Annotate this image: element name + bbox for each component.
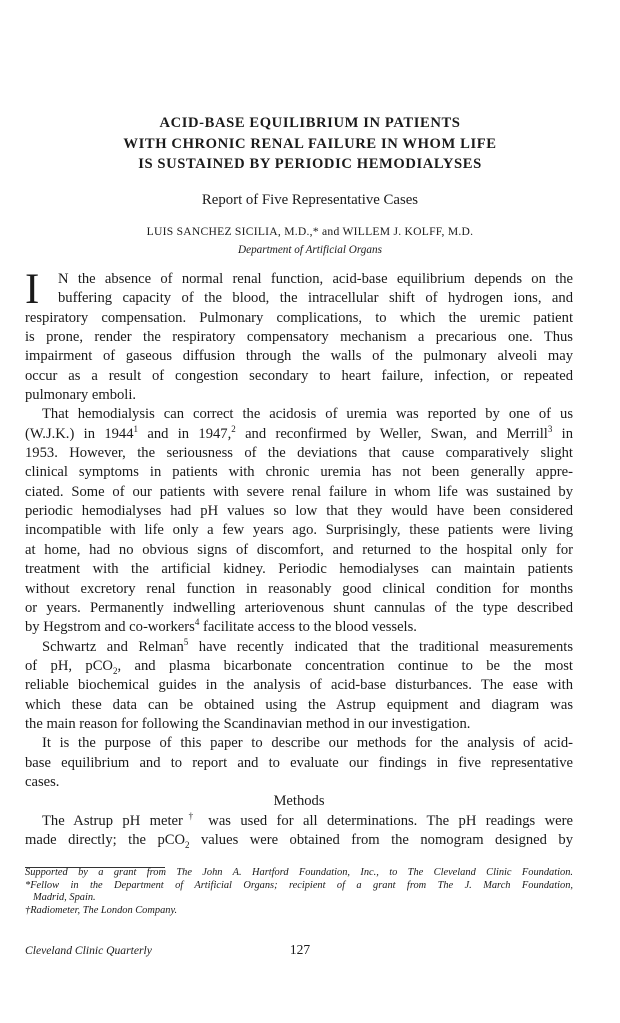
body-line	[25, 618, 573, 637]
title-line: IS SUSTAINED BY PERIODIC HEMODIALYSES	[138, 156, 482, 172]
body-line: the main reason for following the Scandinavian method in our investigation.	[25, 715, 471, 732]
text-run: by Hegstrom and co-workers	[25, 619, 195, 636]
text-run: in	[552, 425, 574, 442]
reference-superscript: 2	[231, 423, 236, 434]
body-line	[25, 638, 573, 657]
reference-superscript: 3	[547, 423, 553, 434]
drop-cap: I	[25, 266, 40, 313]
body-line: incompatible with life only a few years ago. Surprisingly, these patients were living	[25, 522, 573, 539]
body-line: ciated. Some of our patients with severe renal failure in whom life was sustained by	[25, 483, 573, 500]
body-line: respiratory compensation. Pulmonary complications, to which the uremic patient	[25, 309, 573, 326]
title-line: ACID-BASE EQUILIBRIUM IN PATIENTS	[159, 115, 461, 131]
text-run: , and plasma bicarbonate concentration continue to be the most	[117, 657, 573, 674]
body-line	[25, 831, 573, 850]
subscript: 2	[112, 665, 118, 676]
body-line: which these data can be obtained using the Astrup equipment and diagram was	[25, 696, 573, 713]
page-number: 127	[289, 942, 311, 957]
body-line: It is the purpose of this paper to describe our methods for the analysis of acid-	[42, 735, 573, 752]
text-run: made directly; the pCO	[25, 831, 186, 848]
author-line: LUIS SANCHEZ SICILIA, M.D.,* and WILLEM J. KOLFF, M.D.	[146, 225, 474, 238]
department-line: Department of Artificial Organs	[238, 244, 382, 256]
section-heading: Methods	[273, 793, 325, 810]
text-run: The Astrup pH meter	[42, 812, 183, 829]
text-run: facilitate access to the blood vessels.	[199, 619, 417, 636]
title-line: WITH CHRONIC RENAL FAILURE IN WHOM LIFE	[123, 135, 497, 152]
body-line: buffering capacity of the blood, the intracellular shift of hydrogen ions, and	[58, 290, 573, 307]
article-body	[25, 266, 574, 850]
body-line: impairment of gaseous diffusion through the walls of the pulmonary alveoli may	[25, 348, 573, 365]
dagger-footnote-mark: †	[182, 810, 199, 821]
footnote: Madrid, Spain.	[33, 892, 96, 904]
body-line: periodic hemodialyses had pH values so low that they would have been considered	[25, 503, 573, 520]
text-run: values were obtained from the nomogram designed by	[189, 831, 573, 848]
article-title	[30, 113, 590, 175]
body-line: clinical symptoms in patients with chronic uremia has not been generally appre-	[25, 464, 573, 481]
article-subtitle: Report of Five Representative Cases	[201, 192, 419, 208]
body-line: 1953. However, the seriousness of the deviations that cause comparatively slight	[25, 445, 573, 462]
body-line: N the absence of normal renal function, acid-base equilibrium depends on the	[58, 271, 573, 287]
body-line	[25, 657, 573, 676]
body-line: at home, had no obvious signs of discomfort, and returned to the hospital only for	[25, 541, 573, 558]
text-run: and reconfirmed by Weller, Swan, and Merrill	[235, 425, 548, 442]
footnotes	[25, 867, 573, 917]
body-line: base equilibrium and to report and to evaluate our findings in five representative	[25, 754, 573, 771]
subscript: 2	[185, 839, 190, 850]
body-line: reliable biochemical guides in the analysis of acid-base disturbances. The ease with	[25, 677, 573, 694]
body-line: or years. Permanently indwelling arteriovenous shunt cannulas of the type described	[25, 599, 573, 616]
journal-name: Cleveland Clinic Quarterly	[25, 944, 152, 957]
body-line	[25, 425, 573, 444]
footnote: *Fellow in the Department of Artificial Organs; recipient of a grant from The J. March Foundation,	[25, 879, 573, 891]
body-line: without excretory renal function in reasonably good clinical condition for months	[25, 580, 573, 597]
body-line: cases.	[25, 773, 60, 790]
body-line: occur as a result of congestion secondary to heart failure, infection, or repeated	[25, 367, 573, 384]
footnote: Supported by a grant from The John A. Hartford Foundation, Inc., to The Cleveland Clinic Foundation.	[25, 867, 573, 878]
reference-superscript: 5	[183, 636, 189, 647]
text-run: (W.J.K.) in 1944	[25, 425, 134, 442]
text-run: was used for all determinations. The pH readings were	[198, 812, 573, 829]
body-line: is prone, render the respiratory compensatory mechanism a precarious one. Thus	[25, 329, 573, 346]
footnote: †Radiometer, The London Company.	[25, 904, 178, 916]
reference-superscript: 4	[194, 617, 200, 628]
text-run: and in 1947,	[138, 425, 232, 442]
body-line: That hemodialysis can correct the acidosis of uremia was reported by one of us	[42, 406, 573, 423]
reference-superscript: 1	[133, 423, 139, 434]
text-run: have recently indicated that the traditional measurements	[188, 638, 573, 655]
body-line: pulmonary emboli.	[25, 387, 137, 404]
body-line	[25, 812, 573, 831]
body-line: treatment with the artificial kidney. Periodic hemodialyses can maintain patients	[25, 561, 573, 578]
text-run: of pH, pCO	[25, 657, 113, 674]
text-run: Schwartz and Relman	[42, 638, 184, 655]
